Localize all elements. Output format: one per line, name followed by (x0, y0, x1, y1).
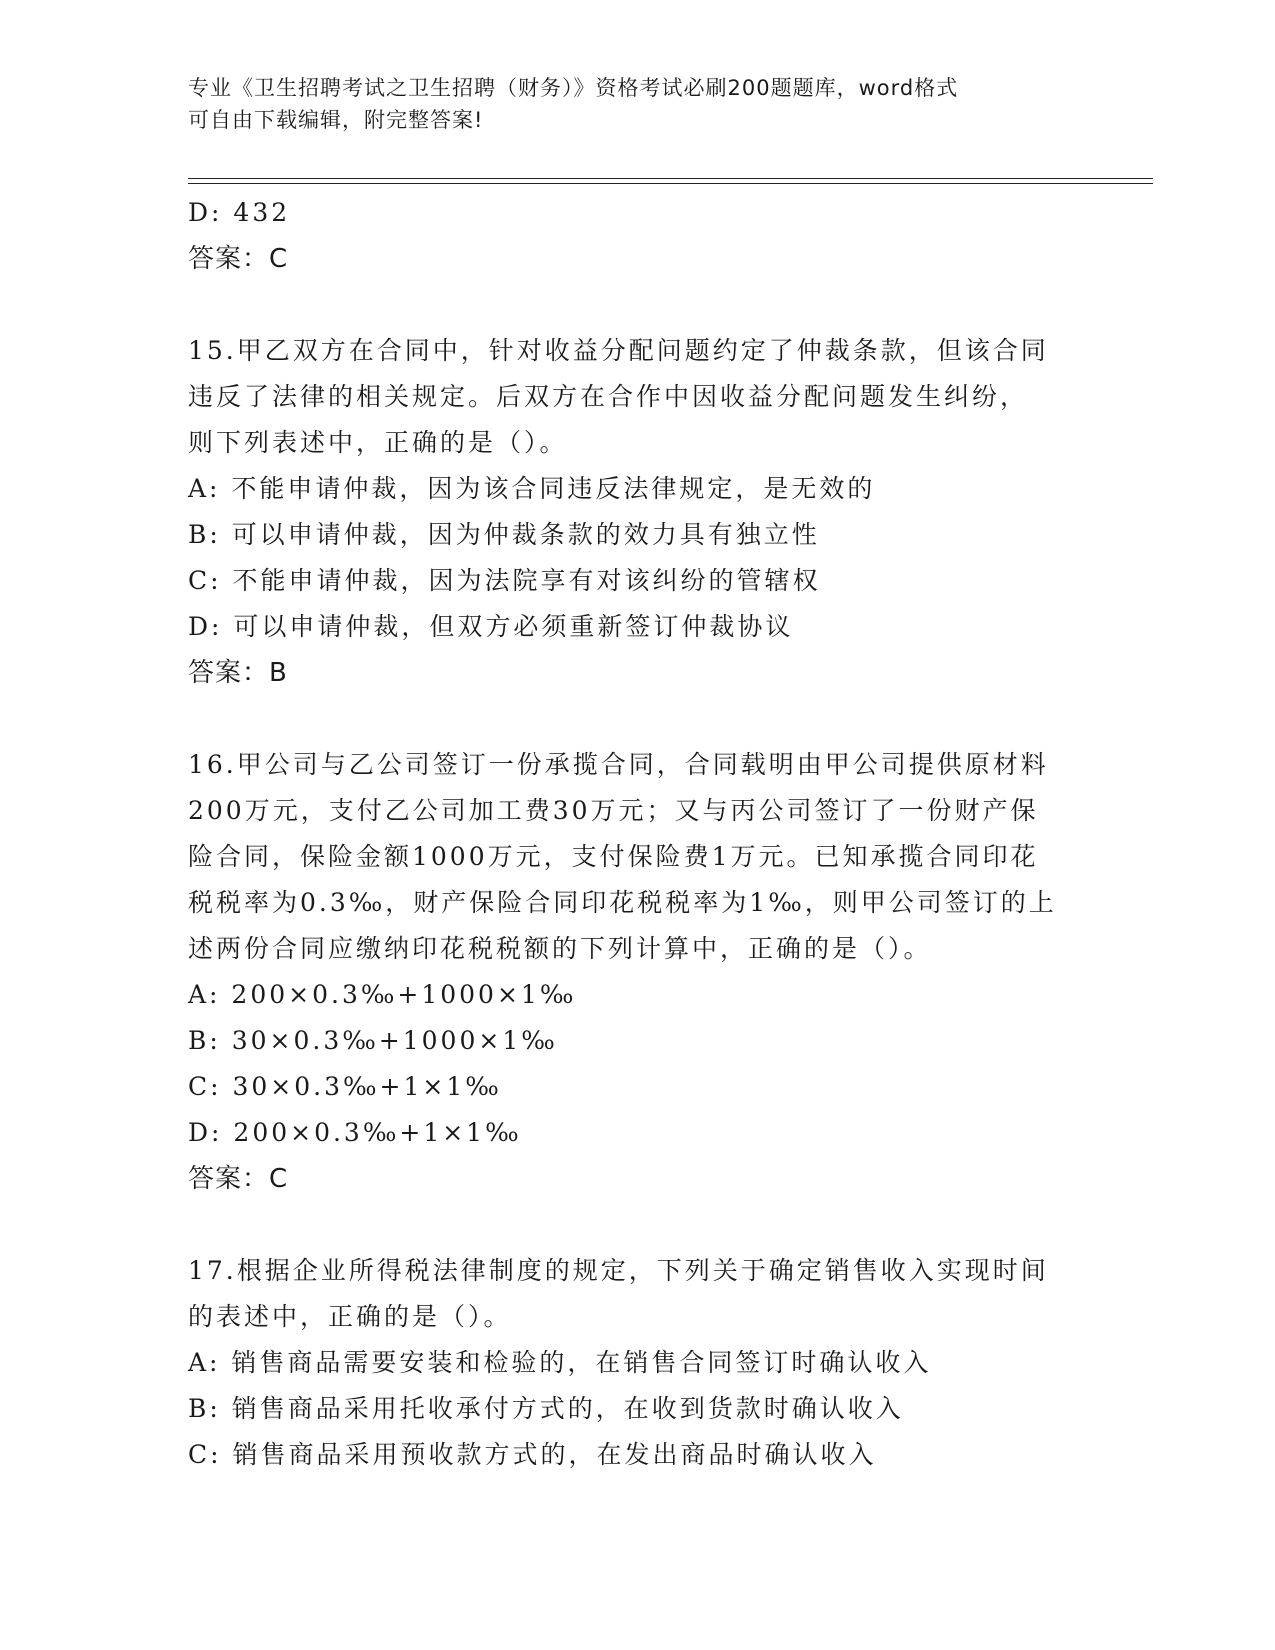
question-16-answer: 答案：C (188, 1164, 289, 1194)
question-16-text-line: 述两份合同应缴纳印花税税额的下列计算中，正确的是（）。 (188, 934, 932, 963)
question-17-option-c: C: 销售商品采用预收款方式的，在发出商品时确认收入 (188, 1440, 877, 1469)
question-15-option-c: C: 不能申请仲裁，因为法院享有对该纠纷的管辖权 (188, 566, 821, 595)
question-16-text-line: 200万元，支付乙公司加工费30万元；又与丙公司签订了一份财产保 (188, 796, 1039, 825)
prev-option-d: D: 432 (188, 198, 291, 227)
spacer (188, 282, 1088, 328)
question-17-option-b: B: 销售商品采用托收承付方式的，在收到货款时确认收入 (188, 1394, 904, 1423)
spacer (188, 1202, 1088, 1248)
spacer (188, 696, 1088, 742)
question-16-option-a: A: 200×0.3‰+1000×1‰ (188, 980, 577, 1009)
question-15-answer: 答案：B (188, 658, 288, 688)
question-16-option-b: B: 30×0.3‰+1000×1‰ (188, 1026, 558, 1055)
question-16-text-line: 险合同，保险金额1000万元，支付保险费1万元。已知承揽合同印花 (188, 842, 1039, 871)
question-15-option-d: D: 可以申请仲裁，但双方必须重新签订仲裁协议 (188, 612, 794, 641)
header-title-line-1: 专业《卫生招聘考试之卫生招聘（财务）》资格考试必刷200题题库，word格式 (188, 76, 959, 100)
question-15-option-a: A: 不能申请仲裁，因为该合同违反法律规定，是无效的 (188, 474, 876, 503)
question-16-text-line: 税税率为0.3‰，财产保险合同印花税税率为1‰，则甲公司签订的上 (188, 888, 1057, 917)
question-17 (188, 1248, 1088, 1478)
question-16-text-line: 16.甲公司与乙公司签订一份承揽合同，合同载明由甲公司提供原材料 (188, 750, 1049, 779)
page-header (188, 72, 1088, 136)
header-divider-bottom (188, 183, 1153, 184)
question-16-option-d: D: 200×0.3‰+1×1‰ (188, 1118, 522, 1147)
question-15-option-b: B: 可以申请仲裁，因为仲裁条款的效力具有独立性 (188, 520, 820, 549)
header-title-line-2: 可自由下载编辑，附完整答案! (188, 108, 484, 132)
prev-answer: 答案：C (188, 244, 289, 274)
question-15 (188, 328, 1088, 696)
question-15-text-line: 15.甲乙双方在合同中，针对收益分配问题约定了仲裁条款，但该合同 (188, 336, 1049, 365)
header-divider-top (188, 178, 1153, 179)
question-16-option-c: C: 30×0.3‰+1×1‰ (188, 1072, 502, 1101)
question-15-text-line: 违反了法律的相关规定。后双方在合作中因收益分配问题发生纠纷， (188, 382, 1029, 411)
document-body (188, 190, 1088, 1478)
question-17-option-a: A: 销售商品需要安装和检验的，在销售合同签订时确认收入 (188, 1348, 932, 1377)
question-16 (188, 742, 1088, 1202)
question-17-text-line: 17.根据企业所得税法律制度的规定，下列关于确定销售收入实现时间 (188, 1256, 1049, 1285)
question-17-text-line: 的表述中，正确的是（）。 (188, 1302, 512, 1331)
question-15-text-line: 则下列表述中，正确的是（）。 (188, 428, 568, 457)
